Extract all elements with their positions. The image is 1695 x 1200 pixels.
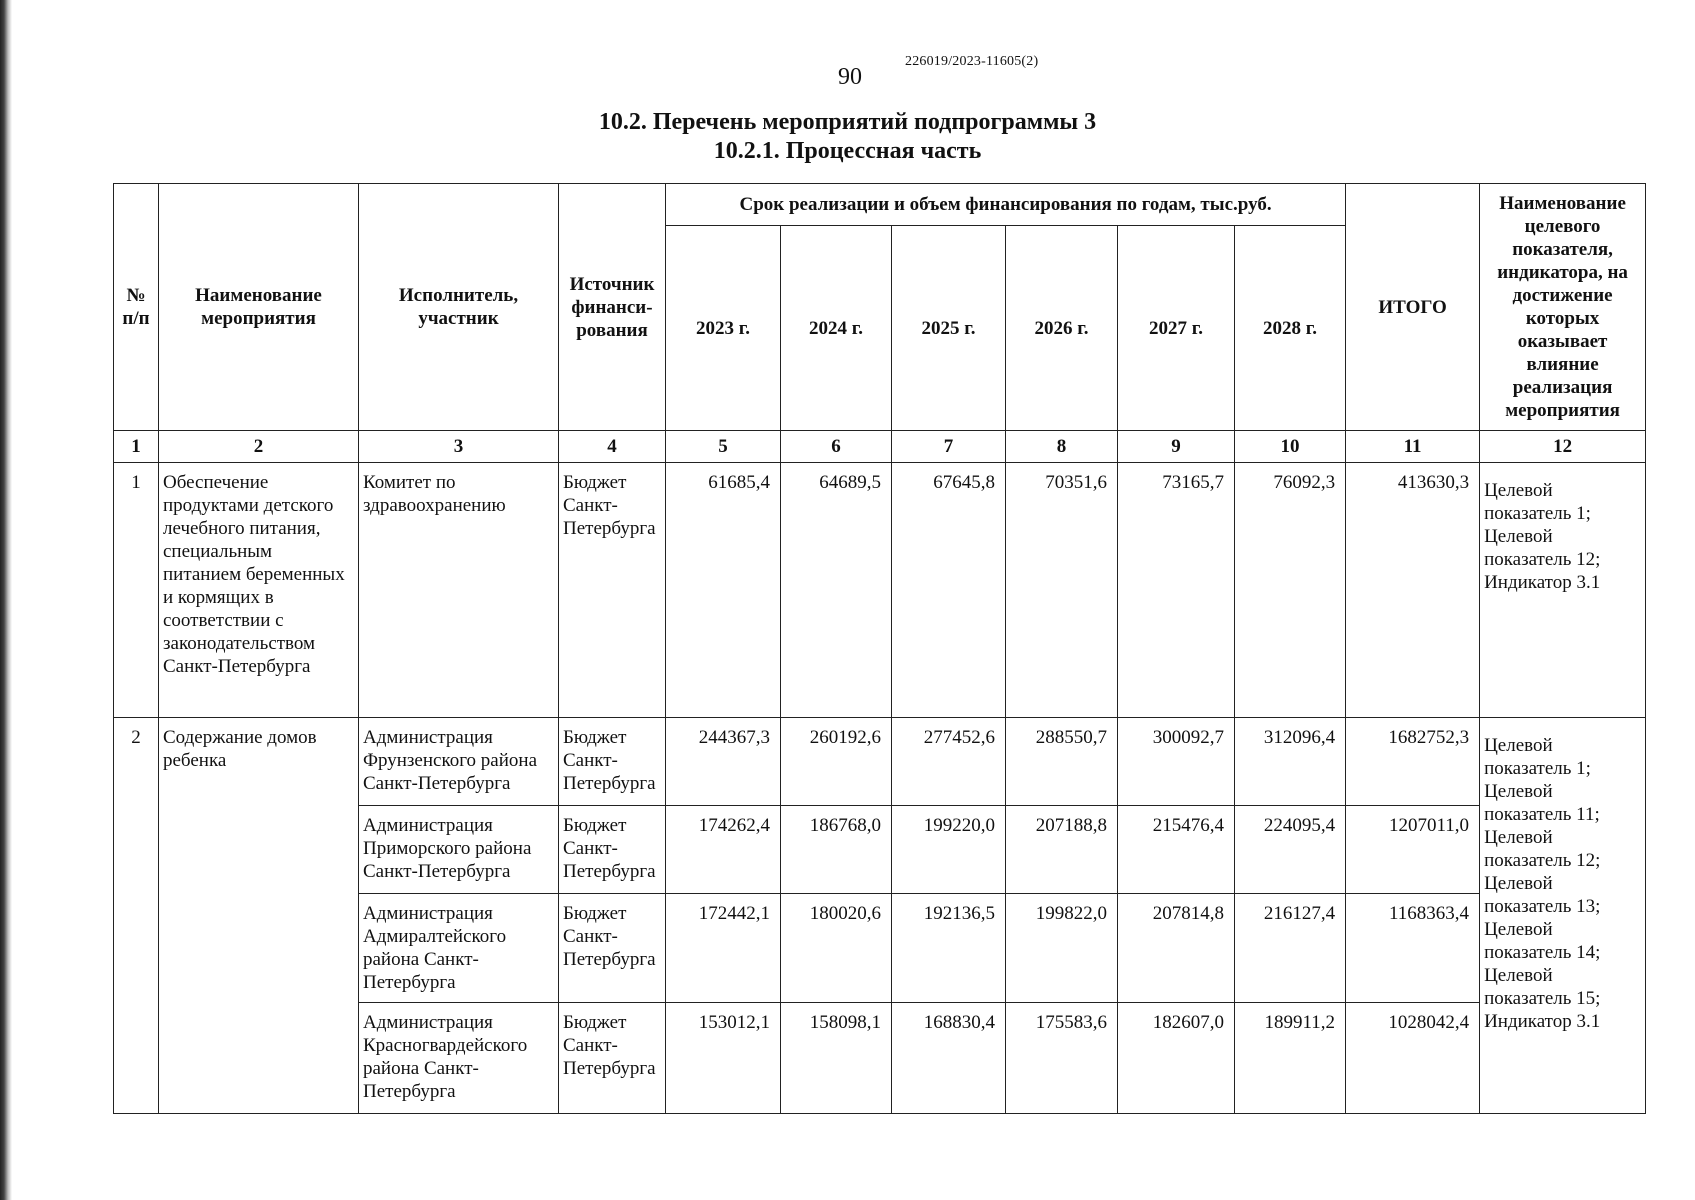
year-value: 260192,6 [781, 718, 892, 806]
events-table [113, 183, 1646, 1114]
year-value: 199822,0 [1006, 894, 1118, 1003]
year-value: 215476,4 [1118, 806, 1235, 894]
total-value: 1682752,3 [1346, 718, 1480, 806]
header-year: 2026 г. [1006, 226, 1118, 431]
year-value: 312096,4 [1235, 718, 1346, 806]
row-number: 1 [114, 463, 159, 718]
column-number-row [114, 431, 1646, 463]
column-number: 3 [359, 431, 559, 463]
year-value: 158098,1 [781, 1003, 892, 1114]
header-period: Срок реализации и объем финансирования по годам, тыс.руб. [666, 184, 1346, 226]
year-value: 182607,0 [1118, 1003, 1235, 1114]
year-value: 199220,0 [892, 806, 1006, 894]
year-value: 192136,5 [892, 894, 1006, 1003]
total-value: 1168363,4 [1346, 894, 1480, 1003]
header-indicator: Наименование целевого показателя, индикатора, на достижение которых оказывает влияние реализация мероприятия [1480, 184, 1646, 431]
year-value: 76092,3 [1235, 463, 1346, 718]
year-value: 67645,8 [892, 463, 1006, 718]
year-value: 70351,6 [1006, 463, 1118, 718]
header-executor: Исполнитель, участник [359, 184, 559, 431]
year-value: 168830,4 [892, 1003, 1006, 1114]
executor: Администрация Красногвардейского района Санкт-Петербурга [359, 1003, 559, 1114]
event-name: Обеспечение продуктами детского лечебного питания, специальным питанием беременных и кормящих в соответствии с законодательством Санкт-Петербурга [159, 463, 359, 718]
funding-source: Бюджет Санкт-Петербурга [559, 894, 666, 1003]
total-value: 1207011,0 [1346, 806, 1480, 894]
header-row-top [114, 184, 1646, 226]
document-number: 226019/2023-11605(2) [905, 54, 1039, 69]
executor: Администрация Фрунзенского района Санкт-Петербурга [359, 718, 559, 806]
year-value: 61685,4 [666, 463, 781, 718]
indicator: Целевой показатель 1; Целевой показатель 12; Индикатор 3.1 [1480, 463, 1646, 718]
header-num: № п/п [114, 184, 159, 431]
column-number: 7 [892, 431, 1006, 463]
year-value: 73165,7 [1118, 463, 1235, 718]
funding-source: Бюджет Санкт-Петербурга [559, 463, 666, 718]
year-value: 64689,5 [781, 463, 892, 718]
year-value: 216127,4 [1235, 894, 1346, 1003]
total-value: 1028042,4 [1346, 1003, 1480, 1114]
funding-source: Бюджет Санкт-Петербурга [559, 806, 666, 894]
header-source: Источник финанси-рования [559, 184, 666, 431]
column-number: 4 [559, 431, 666, 463]
column-number: 2 [159, 431, 359, 463]
column-number: 8 [1006, 431, 1118, 463]
funding-source: Бюджет Санкт-Петербурга [559, 1003, 666, 1114]
header-year: 2027 г. [1118, 226, 1235, 431]
executor: Администрация Адмиралтейского района Санкт-Петербурга [359, 894, 559, 1003]
header-total: ИТОГО [1346, 184, 1480, 431]
year-value: 153012,1 [666, 1003, 781, 1114]
column-number: 1 [114, 431, 159, 463]
page-number: 90 [838, 64, 862, 90]
table-row [114, 718, 1646, 806]
table-row [114, 463, 1646, 718]
year-value: 175583,6 [1006, 1003, 1118, 1114]
header-event-name: Наименование мероприятия [159, 184, 359, 431]
column-number: 11 [1346, 431, 1480, 463]
year-value: 224095,4 [1235, 806, 1346, 894]
year-value: 180020,6 [781, 894, 892, 1003]
year-value: 277452,6 [892, 718, 1006, 806]
year-value: 174262,4 [666, 806, 781, 894]
executor: Администрация Приморского района Санкт-Петербурга [359, 806, 559, 894]
funding-source: Бюджет Санкт-Петербурга [559, 718, 666, 806]
column-number: 10 [1235, 431, 1346, 463]
year-value: 244367,3 [666, 718, 781, 806]
year-value: 207188,8 [1006, 806, 1118, 894]
header-year: 2028 г. [1235, 226, 1346, 431]
header-year: 2023 г. [666, 226, 781, 431]
column-number: 12 [1480, 431, 1646, 463]
year-value: 300092,7 [1118, 718, 1235, 806]
year-value: 172442,1 [666, 894, 781, 1003]
subsection-title: 10.2.1. Процессная часть [713, 138, 982, 164]
header-year: 2025 г. [892, 226, 1006, 431]
event-name: Содержание домов ребенка [159, 718, 359, 1114]
column-number: 6 [781, 431, 892, 463]
header-year: 2024 г. [781, 226, 892, 431]
scan-edge-shadow [0, 0, 12, 1200]
year-value: 186768,0 [781, 806, 892, 894]
executor: Комитет по здравоохранению [359, 463, 559, 718]
indicator: Целевой показатель 1; Целевой показатель 11; Целевой показатель 12; Целевой показатель 13; Целевой показатель 14; Целевой показатель 15; Индикатор 3.1 [1480, 718, 1646, 1114]
section-title: 10.2. Перечень мероприятий подпрограммы 3 [598, 109, 1097, 135]
total-value: 413630,3 [1346, 463, 1480, 718]
row-number: 2 [114, 718, 159, 1114]
year-value: 288550,7 [1006, 718, 1118, 806]
column-number: 9 [1118, 431, 1235, 463]
year-value: 207814,8 [1118, 894, 1235, 1003]
column-number: 5 [666, 431, 781, 463]
year-value: 189911,2 [1235, 1003, 1346, 1114]
